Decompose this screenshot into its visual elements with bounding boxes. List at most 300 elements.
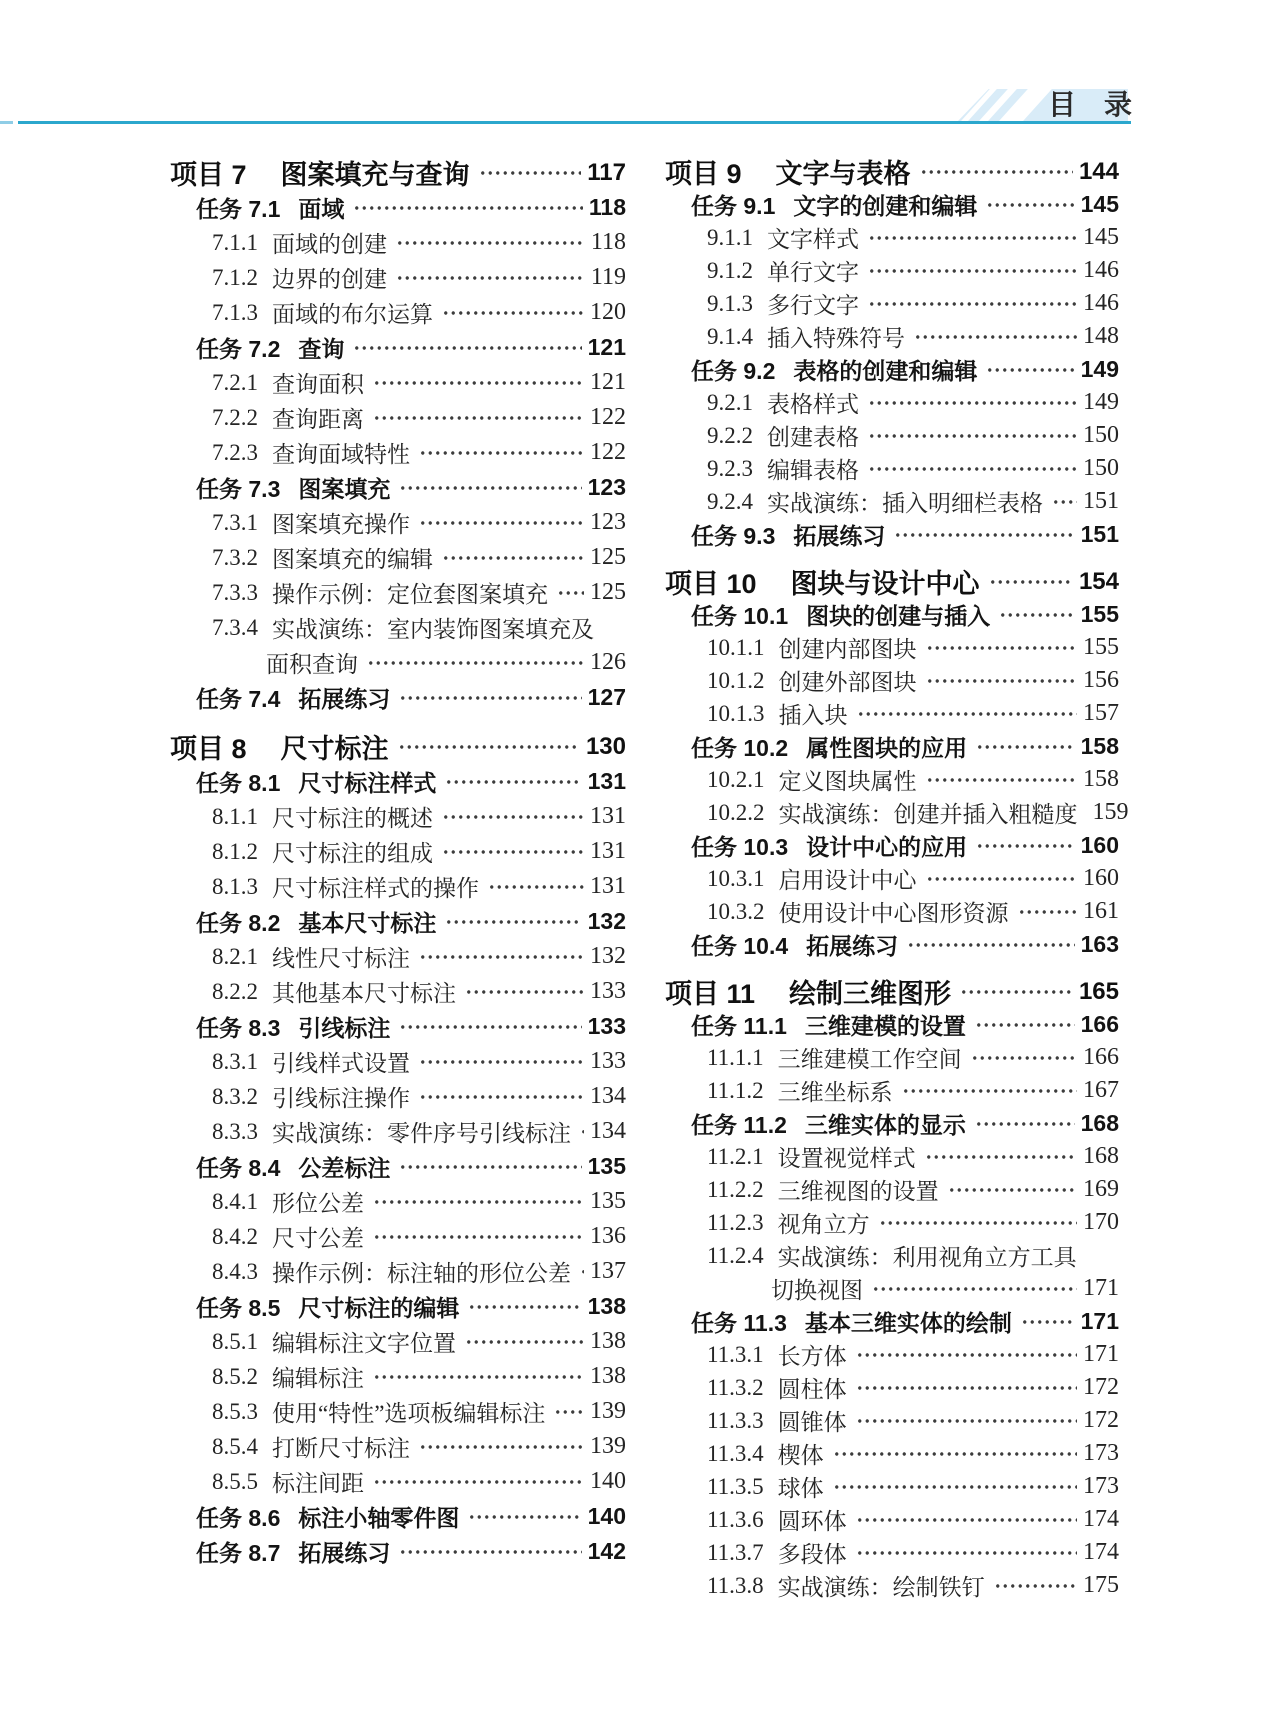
toc-entry-number: 任务 10.2	[691, 735, 789, 761]
toc-entry-title: 引线标注	[298, 1015, 391, 1041]
toc-entry-title: 文字与表格	[775, 159, 911, 189]
toc-dot-leader	[399, 1149, 581, 1184]
toc-entry	[170, 1184, 626, 1219]
toc-entry-title: 表格的创建和编辑	[793, 358, 978, 384]
toc-entry-number: 任务 8.3	[196, 1015, 281, 1041]
toc-entry	[665, 386, 1119, 419]
toc-entry	[170, 764, 626, 799]
toc-page-number: 125	[590, 544, 626, 570]
toc-entry-number: 项目 8	[170, 734, 247, 764]
toc-entry-number: 10.1.3	[707, 700, 765, 726]
toc-entry-title: 使用设计中心图形资源	[778, 901, 1009, 926]
toc-entry	[170, 155, 626, 190]
toc-entry-title: 实战演练：创建并插入粗糙度	[778, 802, 1078, 827]
toc-page-number: 139	[590, 1433, 626, 1459]
toc-entry-number: 8.1.2	[212, 838, 258, 864]
toc-entry-title: 拓展练习	[793, 523, 886, 549]
toc-entry-number: 任务 10.1	[691, 603, 789, 629]
toc-entry	[170, 1289, 626, 1324]
toc-page-number: 138	[587, 1293, 626, 1319]
toc-entry	[170, 330, 626, 365]
toc-entry-number: 11.2.3	[707, 1209, 764, 1235]
toc-entry	[170, 505, 626, 540]
toc-dot-leader	[468, 1289, 581, 1324]
toc-entry-number: 任务 11.1	[691, 1013, 787, 1039]
toc-page-number: 155	[1083, 634, 1119, 660]
toc-page-number: 132	[587, 908, 626, 934]
toc-page-number: 150	[1083, 422, 1119, 448]
toc-page-number: 167	[1083, 1077, 1119, 1103]
toc-entry	[665, 1107, 1119, 1140]
toc-entry-title: 查询面积	[272, 372, 364, 397]
toc-page-number: 122	[590, 439, 626, 465]
toc-entry-number: 11.3.8	[707, 1572, 764, 1598]
toc-entry	[170, 904, 626, 939]
toc-page-number: 158	[1083, 766, 1119, 792]
toc-page-number: 168	[1080, 1110, 1119, 1136]
toc-entry	[665, 155, 1119, 188]
toc-entry	[170, 1324, 626, 1359]
toc-dot-leader	[868, 419, 1077, 452]
toc-entry	[170, 1254, 626, 1289]
toc-entry	[170, 1079, 626, 1114]
toc-dot-leader	[373, 1359, 584, 1394]
toc-entry-title: 文字的创建和编辑	[793, 193, 978, 219]
toc-entry-title: 启用设计中心	[778, 868, 917, 893]
toc-entry-number: 8.3.3	[212, 1118, 258, 1144]
toc-entry-title: 尺寸标注样式	[298, 770, 437, 796]
toc-entry	[170, 1464, 626, 1499]
toc-entry	[665, 1041, 1119, 1074]
toc-dot-leader	[989, 565, 1073, 598]
toc-page-number: 132	[590, 943, 626, 969]
toc-dot-leader	[445, 764, 581, 799]
toc-page-number: 174	[1083, 1506, 1119, 1532]
toc-dot-leader	[975, 1107, 1075, 1140]
toc-entry-number: 8.1.1	[212, 803, 258, 829]
toc-page-number: 146	[1083, 290, 1119, 316]
toc-entry-number: 10.2.2	[707, 799, 765, 825]
toc-entry-title: 创建内部图块	[778, 637, 917, 662]
toc-entry-title: 插入块	[778, 703, 848, 728]
toc-entry	[665, 1536, 1119, 1569]
toc-entry-title: 尺寸标注	[280, 734, 389, 764]
toc-entry	[170, 1114, 626, 1149]
toc-entry-title: 三维坐标系	[777, 1080, 893, 1105]
toc-dot-leader	[399, 1534, 581, 1569]
toc-entry-title: 操作示例：标注轴的形位公差	[272, 1261, 571, 1286]
toc-entry	[170, 834, 626, 869]
toc-dot-leader	[872, 1272, 1077, 1305]
toc-entry-number: 任务 8.5	[196, 1295, 281, 1321]
toc-entry	[665, 1140, 1119, 1173]
toc-dot-leader	[554, 1394, 584, 1429]
toc-entry-number: 任务 8.1	[196, 770, 281, 796]
toc-dot-leader	[367, 645, 584, 680]
toc-entry-title: 圆柱体	[777, 1377, 847, 1402]
toc-entry-title: 其他基本尺寸标注	[272, 981, 456, 1006]
toc-page-number: 131	[590, 803, 626, 829]
toc-entry	[665, 975, 1119, 1008]
toc-entry	[665, 730, 1119, 763]
toc-page-number: 171	[1083, 1275, 1119, 1301]
toc-entry-title: 绘制三维图形	[789, 979, 952, 1009]
toc-entry-number: 9.1.3	[707, 290, 753, 316]
toc-entry	[170, 799, 626, 834]
toc-entry-title: 编辑标注	[272, 1366, 364, 1391]
toc-entry-number: 项目 9	[665, 159, 742, 189]
toc-entry-title: 拓展练习	[806, 933, 899, 959]
toc-dot-leader	[373, 400, 584, 435]
toc-dot-leader	[833, 1470, 1077, 1503]
toc-entry-number: 7.1.1	[212, 229, 258, 255]
toc-dot-leader	[419, 939, 584, 974]
toc-page-number: 120	[590, 299, 626, 325]
toc-entry-title: 边界的创建	[272, 267, 387, 292]
toc-page-number: 131	[590, 873, 626, 899]
toc-entry-number: 任务 9.1	[691, 193, 776, 219]
toc-entry-number: 9.1.4	[707, 323, 753, 349]
toc-entry-number: 11.2.1	[707, 1143, 764, 1169]
toc-dot-leader	[488, 869, 584, 904]
toc-page-number: 133	[587, 1013, 626, 1039]
toc-entry-title: 文字样式	[767, 227, 859, 252]
toc-entry-title: 标注小轴零件图	[298, 1505, 460, 1531]
toc-dot-leader	[856, 1503, 1077, 1536]
toc-entry-number: 任务 8.6	[196, 1505, 281, 1531]
toc-entry-title: 编辑标注文字位置	[272, 1331, 456, 1356]
toc-page-number: 160	[1083, 865, 1119, 891]
toc-dot-leader	[857, 697, 1078, 730]
toc-entry-number: 8.3.1	[212, 1048, 258, 1074]
toc-entry	[170, 1429, 626, 1464]
toc-page-number: 165	[1078, 977, 1119, 1005]
toc-entry-title: 引线样式设置	[272, 1051, 410, 1076]
toc-page-number: 123	[590, 509, 626, 535]
toc-entry	[170, 435, 626, 470]
toc-entry-title: 实战演练：插入明细栏表格	[767, 491, 1043, 516]
toc-entry-number: 8.5.5	[212, 1468, 258, 1494]
toc-dot-leader	[465, 974, 584, 1009]
toc-page-number: 137	[590, 1258, 626, 1284]
toc-entry	[170, 869, 626, 904]
toc-dot-leader	[468, 1499, 581, 1534]
toc-entry-number: 8.3.2	[212, 1083, 258, 1109]
toc-entry-title: 多行文字	[767, 293, 859, 318]
toc-page-number: 171	[1080, 1308, 1119, 1334]
toc-page-number: 140	[590, 1468, 626, 1494]
toc-dot-leader	[479, 155, 582, 190]
toc-page-number: 134	[590, 1118, 626, 1144]
toc-dot-leader	[960, 975, 1073, 1008]
toc-page-number: 155	[1080, 601, 1119, 627]
toc-page-number: 118	[590, 229, 626, 255]
toc-page-number: 131	[587, 768, 626, 794]
toc-entry-title: 三维建模工作空间	[777, 1047, 962, 1072]
toc-page-number: 149	[1083, 389, 1119, 415]
toc-entry-number: 任务 7.4	[196, 686, 281, 712]
toc-entry-title: 标注间距	[272, 1471, 364, 1496]
toc-entry-title: 表格样式	[767, 392, 859, 417]
toc-entry-number: 10.3.1	[707, 865, 765, 891]
toc-dot-leader	[926, 664, 1078, 697]
toc-page-number: 157	[1083, 700, 1119, 726]
toc-entry-number: 8.5.1	[212, 1328, 258, 1354]
toc-dot-leader	[353, 190, 583, 225]
toc-page-number: 123	[587, 474, 626, 500]
toc-entry-title: 三维视图的设置	[777, 1179, 939, 1204]
toc-page-number: 130	[585, 732, 626, 760]
toc-entry-title: 实战演练：利用视角立方工具	[777, 1245, 1077, 1270]
toc-entry-number: 7.1.2	[212, 264, 258, 290]
toc-entry-title: 图案填充操作	[272, 512, 410, 537]
toc-entry-number: 9.2.4	[707, 488, 753, 514]
toc-entry-title: 尺寸公差	[272, 1226, 364, 1251]
toc-page-number: 148	[1083, 323, 1119, 349]
toc-entry-title: 查询	[298, 336, 345, 362]
toc-entry	[170, 1044, 626, 1079]
toc-page-number: 136	[590, 1223, 626, 1249]
toc-page-number: 118	[588, 194, 626, 220]
toc-entry	[665, 1305, 1119, 1338]
toc-entry	[170, 575, 626, 610]
toc-entry-number: 11.3.5	[707, 1473, 764, 1499]
toc-dot-leader	[1021, 1305, 1075, 1338]
toc-dot-leader	[856, 1404, 1077, 1437]
toc-entry-title: 设置视觉样式	[777, 1146, 916, 1171]
toc-entry	[665, 518, 1119, 551]
toc-entry	[665, 221, 1119, 254]
toc-entry	[665, 1338, 1119, 1371]
toc-entry-title: 面积查询	[266, 652, 358, 677]
toc-page-number: 121	[587, 334, 626, 360]
toc-dot-leader	[442, 834, 584, 869]
toc-page-number: 172	[1083, 1374, 1119, 1400]
toc-entry	[170, 260, 626, 295]
toc-entry-title: 拓展练习	[298, 1540, 391, 1566]
toc-entry-title: 尺寸标注的编辑	[298, 1295, 460, 1321]
toc-entry	[665, 1008, 1119, 1041]
toc-entry-number: 11.1.1	[707, 1044, 764, 1070]
toc-entry	[665, 928, 1119, 961]
toc-entry-title: 属性图块的应用	[806, 735, 968, 761]
toc-dot-leader	[994, 1569, 1077, 1602]
toc-page-number: 140	[587, 1503, 626, 1529]
toc-dot-leader	[999, 598, 1074, 631]
toc-column-right	[665, 155, 1129, 1602]
toc-entry	[170, 1009, 626, 1044]
toc-entry-title: 线性尺寸标注	[272, 946, 410, 971]
toc-entry	[665, 1206, 1119, 1239]
toc-dot-leader	[419, 505, 584, 540]
toc-entry-title: 实战演练：绘制铁钉	[777, 1575, 985, 1600]
toc-page-number: 159	[1092, 799, 1129, 825]
toc-page-number: 160	[1080, 832, 1119, 858]
toc-entry-number: 8.1.3	[212, 873, 258, 899]
page-title: 目 录	[1048, 89, 1133, 120]
toc-entry-title: 创建外部图块	[778, 670, 917, 695]
toc-entry-number: 10.1.1	[707, 634, 765, 660]
toc-page-number: 145	[1083, 224, 1119, 250]
toc-entry-title: 定义图块属性	[778, 769, 917, 794]
toc-entry-number: 任务 9.2	[691, 358, 776, 384]
toc-entry	[170, 1359, 626, 1394]
toc-entry-title: 图块与设计中心	[790, 569, 980, 599]
toc-entry	[170, 540, 626, 575]
toc-entry	[665, 796, 1129, 829]
toc-dot-leader	[399, 680, 581, 715]
toc-page-number: 163	[1080, 931, 1119, 957]
toc-entry-title: 实战演练：零件序号引线标注	[272, 1121, 571, 1146]
toc-dot-leader	[971, 1041, 1077, 1074]
toc-entry-number: 任务 10.3	[691, 834, 789, 860]
toc-page-number: 135	[587, 1153, 626, 1179]
toc-entry	[665, 353, 1119, 386]
toc-dot-leader	[373, 1219, 584, 1254]
toc-dot-leader	[868, 386, 1077, 419]
toc-dot-leader	[419, 435, 584, 470]
toc-entry-number: 11.3.3	[707, 1407, 764, 1433]
toc-entry	[665, 598, 1119, 631]
toc-page-number: 166	[1080, 1011, 1119, 1037]
toc-dot-leader	[580, 1114, 584, 1149]
toc-page-number: 150	[1083, 455, 1119, 481]
toc-dot-leader	[948, 1173, 1077, 1206]
toc-page-number: 122	[590, 404, 626, 430]
toc-page-number: 171	[1083, 1341, 1119, 1367]
toc-entry	[665, 664, 1119, 697]
toc-entry-number: 10.3.2	[707, 898, 765, 924]
toc-page-number: 151	[1083, 488, 1119, 514]
toc-entry-title: 查询面域特性	[272, 442, 410, 467]
toc-page-number: 135	[590, 1188, 626, 1214]
toc-dot-leader	[1018, 895, 1078, 928]
toc-entry	[170, 365, 626, 400]
toc-entry	[665, 895, 1119, 928]
toc-entry-title: 面域的创建	[272, 232, 387, 257]
toc-dot-leader	[399, 470, 581, 505]
toc-dot-leader	[398, 729, 580, 764]
toc-page-number: 174	[1083, 1539, 1119, 1565]
toc-entry-number: 8.4.2	[212, 1223, 258, 1249]
toc-entry-number: 11.1.2	[707, 1077, 764, 1103]
toc-dot-leader	[373, 365, 584, 400]
toc-entry	[170, 1219, 626, 1254]
toc-column-left	[170, 155, 626, 1569]
toc-entry-number: 10.2.1	[707, 766, 765, 792]
toc-entry-title: 球体	[777, 1476, 824, 1501]
toc-page-number: 166	[1083, 1044, 1119, 1070]
toc-entry	[665, 188, 1119, 221]
toc-entry	[665, 485, 1119, 518]
toc-entry	[170, 974, 626, 1009]
toc-entry-title: 插入特殊符号	[767, 326, 905, 351]
toc-entry-title: 基本三维实体的绘制	[804, 1310, 1012, 1336]
toc-entry-number: 7.1.3	[212, 299, 258, 325]
toc-entry-title: 图案填充的编辑	[272, 547, 433, 572]
toc-entry-title: 设计中心的应用	[806, 834, 968, 860]
toc-entry-number: 7.3.4	[212, 614, 258, 640]
toc-entry	[170, 729, 626, 764]
toc-entry-number: 项目 10	[665, 569, 757, 599]
header-rule-stub	[0, 121, 13, 124]
toc-entry	[665, 1503, 1119, 1536]
toc-entry-title: 视角立方	[777, 1212, 870, 1237]
toc-page-number: 172	[1083, 1407, 1119, 1433]
toc-dot-leader	[445, 904, 581, 939]
toc-entry-number: 8.2.2	[212, 978, 258, 1004]
toc-dot-leader	[925, 1140, 1077, 1173]
toc-page-number: 139	[590, 1398, 626, 1424]
toc-entry-title: 图块的创建与插入	[806, 603, 991, 629]
toc-dot-leader	[856, 1536, 1077, 1569]
toc-entry-number: 任务 7.3	[196, 476, 281, 502]
toc-page-number: 125	[590, 579, 626, 605]
toc-page-number: 142	[587, 1538, 626, 1564]
toc-page-number: 146	[1083, 257, 1119, 283]
toc-dot-leader	[353, 330, 581, 365]
toc-entry	[665, 565, 1119, 598]
toc-entry-number: 11.3.7	[707, 1539, 764, 1565]
toc-entry-title: 多段体	[777, 1542, 847, 1567]
toc-page-number: 170	[1083, 1209, 1119, 1235]
toc-entry	[665, 697, 1119, 730]
toc-entry-title: 三维实体的显示	[804, 1112, 966, 1138]
toc-page-number: 173	[1083, 1440, 1119, 1466]
toc-page-number: 161	[1083, 898, 1119, 924]
toc-page-number: 144	[1078, 157, 1119, 185]
toc-entry	[665, 287, 1119, 320]
toc-entry-number: 7.2.1	[212, 369, 258, 395]
toc-entry-number: 9.2.3	[707, 455, 753, 481]
toc-entry-title: 圆锥体	[777, 1410, 847, 1435]
toc-entry	[665, 1173, 1119, 1206]
toc-dot-leader	[580, 1254, 584, 1289]
toc-dot-leader	[557, 575, 584, 610]
toc-entry	[170, 1394, 626, 1429]
toc-entry	[665, 452, 1119, 485]
toc-entry-title: 三维建模的设置	[804, 1013, 966, 1039]
toc-entry-number: 任务 8.2	[196, 910, 281, 936]
toc-entry-number: 11.2.2	[707, 1176, 764, 1202]
toc-entry	[665, 1569, 1119, 1602]
toc-dot-leader	[920, 155, 1073, 188]
toc-page-number: 133	[590, 1048, 626, 1074]
toc-entry	[170, 295, 626, 330]
toc-entry-number: 7.2.3	[212, 439, 258, 465]
toc-page-number: 117	[587, 158, 626, 186]
toc-entry-number: 任务 8.4	[196, 1155, 281, 1181]
toc-entry-title: 拓展练习	[298, 686, 391, 712]
toc-dot-leader	[442, 799, 584, 834]
toc-entry-number: 任务 7.1	[196, 196, 281, 222]
toc-entry-title: 图案填充与查询	[280, 160, 470, 190]
toc-entry-number: 9.2.2	[707, 422, 753, 448]
toc-entry-continuation	[170, 645, 626, 680]
toc-entry-number: 8.2.1	[212, 943, 258, 969]
toc-page-number: 156	[1083, 667, 1119, 693]
toc-page-number: 173	[1083, 1473, 1119, 1499]
toc-entry-number: 8.5.4	[212, 1433, 258, 1459]
toc-dot-leader	[1052, 485, 1077, 518]
toc-dot-leader	[373, 1464, 584, 1499]
toc-dot-leader	[856, 1371, 1077, 1404]
toc-page-number: 175	[1083, 1572, 1119, 1598]
toc-dot-leader	[868, 254, 1077, 287]
toc-entry-number: 任务 11.2	[691, 1112, 787, 1138]
toc-dot-leader	[868, 287, 1077, 320]
toc-entry-number: 任务 11.3	[691, 1310, 787, 1336]
